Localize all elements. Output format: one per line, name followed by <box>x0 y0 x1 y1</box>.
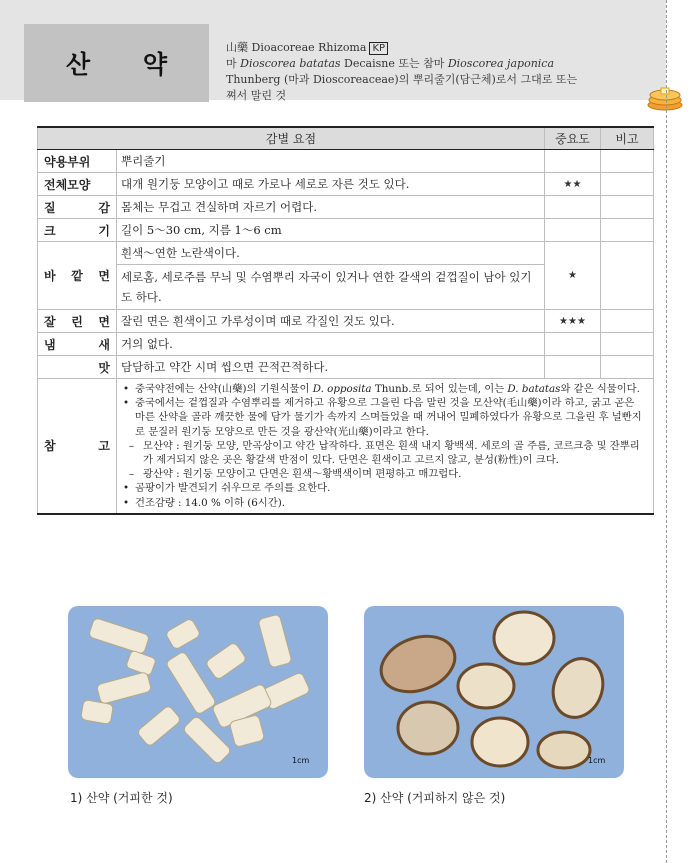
row-text: 잘린 면은 흰색이고 가루성이며 때로 각질인 것도 있다. <box>117 310 545 333</box>
note-text: 광산약 : 원기둥 모양이고 단면은 흰색～황백색이며 편평하고 매끄럽다. <box>143 468 462 481</box>
col-header-importance: 중요도 <box>545 127 601 150</box>
table-row <box>38 219 654 242</box>
importance-stars <box>545 196 601 219</box>
table-row <box>38 310 654 333</box>
row-text: 흰색～연한 노란색이다. <box>117 242 545 265</box>
row-text: 대개 원기둥 모양이고 때로 가로나 세로로 자른 것도 있다. <box>117 173 545 196</box>
compare-cell <box>601 196 654 219</box>
importance-stars: ★★★ <box>545 310 601 333</box>
identification-table <box>37 126 654 515</box>
row-text: 담담하고 약간 시며 씹으면 끈적끈적하다. <box>117 356 545 379</box>
note-item: • 곰팡이가 발견되기 쉬우므로 주의를 요한다. <box>123 482 331 495</box>
note-item: • 건조감량 : 14.0 % 이하 (6시간). <box>123 496 285 509</box>
table-row <box>38 196 654 219</box>
caption-photo-2: 2) 산약 (거피하지 않은 것) <box>364 791 506 805</box>
note-text: 모산약 : 원기둥 모양, 만곡상이고 약간 납작하다. 표면은 흰색 내지 황백색. 세로의 골 주름, 코르크층 및 잔뿌리가 제거되지 않은 곳은 황갈색 반점이 있다. 단면은 흰색이고 고르지 않고, 분성(粉性)이 크다. <box>143 439 640 467</box>
note-subitem: – 모산약 : 원기둥 모양, 만곡상이고 약간 납작하다. 표면은 흰색 내지 황백색. 세로의 골 주름, 코르크층 및 잔뿌리가 제거되지 않은 곳은 황갈색 반점이 있다. 단면은 흰색이고 고르지 않고, 분성(粉性)이 크다. <box>123 439 647 467</box>
row-text: 몸체는 무겁고 견실하며 자르기 어렵다. <box>117 196 545 219</box>
importance-stars <box>545 356 601 379</box>
photo-peeled-yam <box>68 606 328 778</box>
desc-text: 마 <box>226 57 241 70</box>
pancake-stack-icon <box>646 84 684 112</box>
importance-stars <box>545 150 601 173</box>
note-item: • 중국약전에는 산약(山藥)의 기원식물이 D. opposita Thunb.로 되어 있는데, 이는 D. batatas와 같은 식물이다. <box>123 383 640 395</box>
col-header-compare: 비고 <box>601 127 654 150</box>
compare-cell <box>601 310 654 333</box>
row-label: 바 깥 면 <box>38 242 117 310</box>
importance-stars: ★ <box>545 242 601 310</box>
photo-unpeeled-yam <box>364 606 624 778</box>
row-label: 크 기 <box>38 219 117 242</box>
row-text: 길이 5～30 cm, 지름 1～6 cm <box>117 219 545 242</box>
page-edge-dashed-line <box>666 0 667 863</box>
table-row <box>38 356 654 379</box>
peeled-yam-pieces-illustration <box>68 606 328 778</box>
table-row <box>38 150 654 173</box>
row-text: 거의 없다. <box>117 333 545 356</box>
desc-text: Thunberg (마과 Dioscoreaceae)의 뿌리줄기(담근체)로서 그대로 또는 <box>226 73 578 86</box>
importance-stars: ★★ <box>545 173 601 196</box>
note-text: 중국약전에는 산약(山藥)의 기원식물이 <box>135 383 313 395</box>
species-name: Dioscorea batatas <box>240 57 341 70</box>
title-box <box>24 24 209 102</box>
row-label: 잘 린 면 <box>38 310 117 333</box>
note-text: 와 같은 식물이다. <box>560 383 640 395</box>
unpeeled-yam-pieces-illustration <box>364 606 624 778</box>
note-text: 건조감량 : 14.0 % 이하 (6시간). <box>135 496 285 509</box>
importance-stars <box>545 219 601 242</box>
note-text: 곰팡이가 발견되기 쉬우므로 주의를 요한다. <box>135 482 331 495</box>
scale-bar-label: 1cm <box>292 756 310 765</box>
note-text: Thunb.로 되어 있는데, 이는 <box>371 383 508 395</box>
compare-cell <box>601 173 654 196</box>
row-label: 약용부위 <box>38 150 117 173</box>
species-name: D. batatas <box>507 383 561 395</box>
page-title: 산 약 <box>65 50 189 79</box>
compare-cell <box>601 333 654 356</box>
row-label: 질 감 <box>38 196 117 219</box>
note-text: 중국에서는 겉껍질과 수염뿌리를 제거하고 유황으로 그을린 다음 말린 것을 모산약(毛山藥)이라 하고, 굵고 곧은 마른 산약을 골라 깨끗한 물에 담가 물기가 속까지 스며들었을 때 꺼내어 밀폐하였다가 유황으로 그을린 후 널빤지로 문질러 원기둥 모양으로 만든 것을 광산약(光山藥)이라고 한다. <box>135 397 642 438</box>
kp-badge: KP <box>369 42 388 55</box>
notes-cell <box>117 379 654 514</box>
col-header-points: 감별 요점 <box>38 127 545 150</box>
desc-text: Decaisne 또는 참마 <box>340 57 448 70</box>
desc-latin-name: Dioacoreae Rhizoma <box>251 41 367 54</box>
row-text: 세로홈, 세로주름 무늬 및 수염뿌리 자국이 있거나 연한 갈색의 겉껍질이 남아 있기도 하다. <box>117 265 545 310</box>
compare-cell <box>601 219 654 242</box>
compare-cell <box>601 150 654 173</box>
table-row <box>38 242 654 265</box>
species-name: D. opposita <box>312 383 372 395</box>
compare-cell <box>601 242 654 310</box>
species-name: Dioscorea japonica <box>447 57 555 70</box>
row-label: 전체모양 <box>38 173 117 196</box>
table-row <box>38 333 654 356</box>
importance-stars <box>545 333 601 356</box>
herb-description <box>226 40 651 104</box>
note-item: • 중국에서는 겉껍질과 수염뿌리를 제거하고 유황으로 그을린 다음 말린 것을 모산약(毛山藥)이라 하고, 굵고 곧은 마른 산약을 골라 깨끗한 물에 담가 물기가 속까지 스며들었을 때 꺼내어 밀폐하였다가 유황으로 그을린 후 널빤지로 문질러 원기둥 모양으로 만든 것을 광산약(光山藥)이라고 한다. <box>123 396 647 439</box>
caption-photo-1: 1) 산약 (거피한 것) <box>70 791 173 805</box>
row-label: 냄 새 <box>38 333 117 356</box>
compare-cell <box>601 356 654 379</box>
notes-label: 참 고 <box>38 379 117 514</box>
note-subitem: – 광산약 : 원기둥 모양이고 단면은 흰색～황백색이며 편평하고 매끄럽다. <box>129 468 462 481</box>
table-row-notes <box>38 379 654 514</box>
desc-hanja: 山藥 <box>226 41 248 54</box>
row-label: 맛 <box>38 356 117 379</box>
desc-text: 쪄서 말린 것 <box>226 89 287 102</box>
scale-bar-label: 1cm <box>588 756 606 765</box>
row-text: 뿌리줄기 <box>117 150 545 173</box>
table-row <box>38 173 654 196</box>
